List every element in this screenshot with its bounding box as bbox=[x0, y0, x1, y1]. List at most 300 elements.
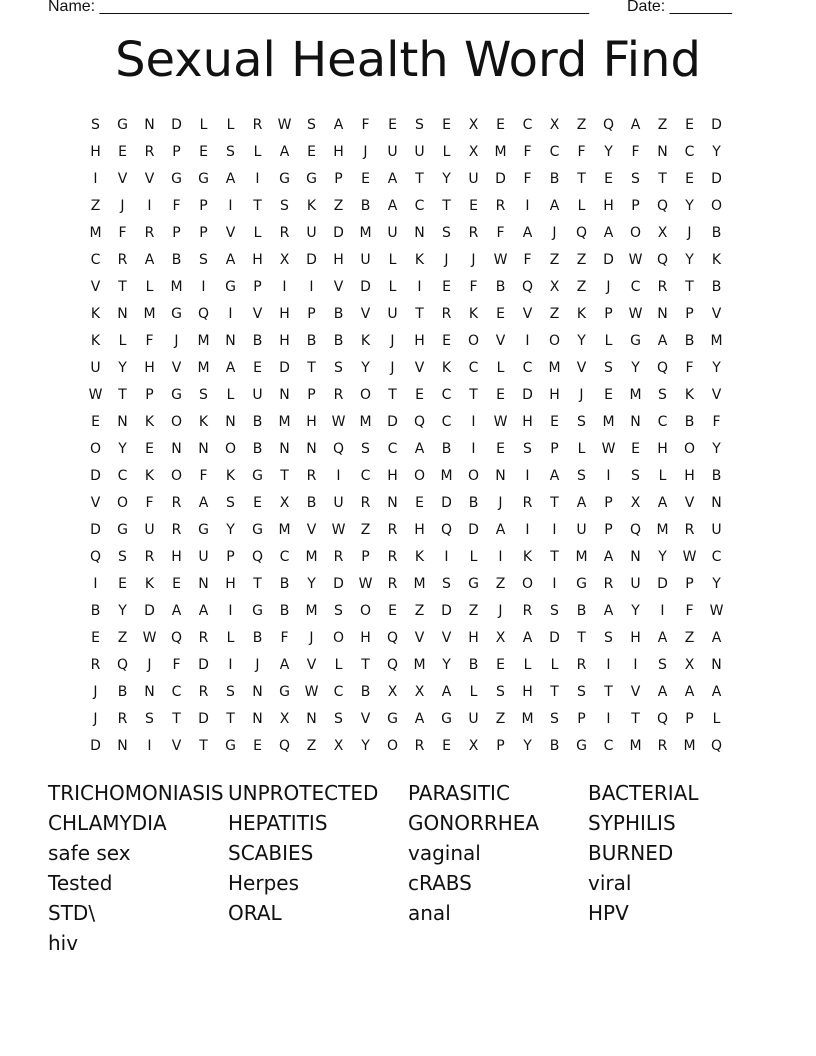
grid-row bbox=[82, 436, 730, 463]
grid-letter: Y bbox=[658, 549, 667, 565]
grid-letter: B bbox=[117, 684, 128, 700]
grid-letter: J bbox=[687, 225, 692, 241]
grid-letter: Y bbox=[631, 360, 640, 376]
grid-letter: T bbox=[442, 198, 451, 214]
grid-letter: Z bbox=[333, 198, 344, 214]
grid-letter: A bbox=[657, 333, 668, 349]
grid-row bbox=[82, 544, 730, 571]
grid-letter: C bbox=[549, 144, 560, 160]
grid-letter: P bbox=[199, 225, 208, 241]
grid-letter: P bbox=[550, 441, 559, 457]
grid-letter: D bbox=[333, 576, 344, 592]
grid-letter: H bbox=[333, 252, 344, 268]
grid-letter: X bbox=[414, 684, 425, 700]
grid-letter: F bbox=[172, 657, 181, 673]
grid-letter: G bbox=[225, 279, 236, 295]
grid-letter: F bbox=[577, 144, 586, 160]
grid-letter: R bbox=[414, 738, 425, 754]
grid-letter: E bbox=[91, 414, 100, 430]
grid-letter: A bbox=[144, 252, 155, 268]
grid-letter: I bbox=[444, 549, 449, 565]
grid-letter: I bbox=[201, 279, 206, 295]
grid-letter: O bbox=[386, 738, 399, 754]
grid-letter: P bbox=[604, 522, 613, 538]
grid-letter: M bbox=[197, 360, 210, 376]
grid-letter: F bbox=[280, 630, 289, 646]
grid-row bbox=[82, 463, 730, 490]
grid-row bbox=[82, 139, 730, 166]
grid-letter: D bbox=[144, 603, 155, 619]
grid-letter: P bbox=[361, 549, 370, 565]
grid-letter: P bbox=[685, 306, 694, 322]
grid-letter: Q bbox=[656, 198, 669, 214]
grid-letter: R bbox=[90, 657, 101, 673]
grid-letter: V bbox=[576, 360, 587, 376]
grid-letter: V bbox=[360, 306, 371, 322]
grid-letter: G bbox=[171, 171, 182, 187]
grid-letter: H bbox=[684, 468, 695, 484]
grid-letter: G bbox=[279, 684, 290, 700]
grid-letter: A bbox=[225, 252, 236, 268]
grid-letter: E bbox=[388, 603, 397, 619]
grid-letter: W bbox=[682, 549, 697, 565]
grid-letter: U bbox=[387, 225, 398, 241]
grid-letter: W bbox=[277, 117, 292, 133]
word-list-item: HPV bbox=[588, 901, 629, 925]
grid-letter: H bbox=[306, 414, 317, 430]
grid-letter: T bbox=[577, 630, 586, 646]
grid-letter: M bbox=[683, 738, 696, 754]
grid-letter: L bbox=[226, 630, 235, 646]
grid-letter: I bbox=[147, 198, 152, 214]
grid-letter: I bbox=[228, 657, 233, 673]
grid-letter: J bbox=[390, 360, 395, 376]
grid-letter: Z bbox=[360, 522, 371, 538]
grid-letter: G bbox=[252, 603, 263, 619]
grid-letter: L bbox=[658, 468, 667, 484]
grid-letter: D bbox=[711, 171, 722, 187]
grid-letter: U bbox=[360, 252, 371, 268]
grid-letter: A bbox=[657, 630, 668, 646]
grid-letter: A bbox=[603, 549, 614, 565]
grid-letter: B bbox=[711, 225, 722, 241]
grid-letter: Z bbox=[657, 117, 668, 133]
grid-letter: Q bbox=[197, 306, 210, 322]
grid-letter: X bbox=[495, 630, 506, 646]
grid-letter: I bbox=[228, 603, 233, 619]
grid-letter: O bbox=[413, 468, 426, 484]
grid-letter: P bbox=[685, 576, 694, 592]
grid-letter: T bbox=[253, 576, 262, 592]
grid-letter: X bbox=[279, 711, 290, 727]
grid-letter: S bbox=[604, 360, 613, 376]
grid-letter: G bbox=[252, 468, 263, 484]
grid-letter: K bbox=[90, 333, 101, 349]
grid-letter: W bbox=[493, 414, 508, 430]
grid-letter: M bbox=[494, 144, 507, 160]
grid-letter: T bbox=[550, 684, 559, 700]
grid-letter: S bbox=[226, 684, 235, 700]
grid-letter: J bbox=[147, 657, 152, 673]
grid-row bbox=[82, 247, 730, 274]
grid-letter: B bbox=[252, 333, 263, 349]
grid-letter: W bbox=[493, 252, 508, 268]
grid-letter: N bbox=[306, 441, 317, 457]
grid-row bbox=[82, 625, 730, 652]
grid-letter: H bbox=[144, 360, 155, 376]
grid-letter: Q bbox=[386, 657, 399, 673]
grid-letter: Q bbox=[170, 630, 183, 646]
grid-letter: V bbox=[711, 387, 722, 403]
grid-letter: Z bbox=[549, 306, 560, 322]
grid-letter: S bbox=[550, 711, 559, 727]
grid-letter: V bbox=[522, 306, 533, 322]
grid-letter: L bbox=[712, 711, 721, 727]
grid-letter: R bbox=[117, 252, 128, 268]
grid-letter: H bbox=[333, 144, 344, 160]
grid-letter: L bbox=[145, 279, 154, 295]
grid-letter: Y bbox=[361, 738, 370, 754]
grid-letter: P bbox=[631, 198, 640, 214]
grid-letter: M bbox=[440, 468, 453, 484]
grid-letter: O bbox=[359, 603, 372, 619]
grid-letter: B bbox=[279, 576, 290, 592]
grid-letter: N bbox=[117, 414, 128, 430]
grid-letter: R bbox=[576, 657, 587, 673]
grid-letter: C bbox=[279, 549, 290, 565]
grid-letter: G bbox=[387, 711, 398, 727]
grid-letter: D bbox=[360, 279, 371, 295]
word-list-item: cRABS bbox=[408, 871, 472, 895]
grid-row bbox=[82, 274, 730, 301]
grid-letter: F bbox=[712, 414, 721, 430]
grid-letter: C bbox=[468, 360, 479, 376]
grid-letter: R bbox=[333, 549, 344, 565]
grid-letter: E bbox=[253, 360, 262, 376]
grid-letter: E bbox=[118, 576, 127, 592]
grid-letter: Z bbox=[684, 630, 695, 646]
grid-letter: W bbox=[331, 522, 346, 538]
grid-letter: G bbox=[171, 387, 182, 403]
grid-letter: I bbox=[471, 414, 476, 430]
grid-letter: H bbox=[279, 306, 290, 322]
grid-letter: R bbox=[684, 522, 695, 538]
grid-letter: D bbox=[603, 252, 614, 268]
grid-row bbox=[82, 166, 730, 193]
grid-letter: P bbox=[226, 549, 235, 565]
grid-letter: Y bbox=[631, 603, 640, 619]
grid-letter: E bbox=[118, 144, 127, 160]
grid-letter: N bbox=[225, 333, 236, 349]
grid-letter: N bbox=[171, 441, 182, 457]
grid-letter: E bbox=[307, 144, 316, 160]
grid-letter: J bbox=[93, 684, 98, 700]
grid-letter: X bbox=[468, 117, 479, 133]
grid-letter: I bbox=[309, 279, 314, 295]
grid-letter: S bbox=[199, 387, 208, 403]
grid-letter: R bbox=[387, 522, 398, 538]
grid-letter: A bbox=[198, 495, 209, 511]
grid-letter: B bbox=[252, 414, 263, 430]
grid-letter: B bbox=[306, 333, 317, 349]
grid-letter: G bbox=[576, 576, 587, 592]
grid-letter: G bbox=[117, 522, 128, 538]
grid-letter: T bbox=[550, 549, 559, 565]
grid-letter: K bbox=[360, 333, 371, 349]
grid-letter: B bbox=[495, 279, 506, 295]
grid-letter: I bbox=[552, 576, 557, 592]
grid-letter: G bbox=[630, 333, 641, 349]
grid-letter: J bbox=[552, 225, 557, 241]
grid-letter: E bbox=[496, 441, 505, 457]
grid-letter: Y bbox=[712, 441, 721, 457]
grid-letter: E bbox=[631, 441, 640, 457]
grid-letter: R bbox=[333, 387, 344, 403]
grid-letter: B bbox=[468, 657, 479, 673]
grid-letter: X bbox=[657, 225, 668, 241]
grid-letter: D bbox=[495, 171, 506, 187]
grid-letter: U bbox=[630, 576, 641, 592]
grid-letter: L bbox=[253, 144, 262, 160]
grid-letter: B bbox=[306, 495, 317, 511]
grid-letter: Q bbox=[710, 738, 723, 754]
grid-letter: T bbox=[307, 360, 316, 376]
grid-letter: L bbox=[442, 144, 451, 160]
grid-letter: W bbox=[88, 387, 103, 403]
grid-letter: S bbox=[145, 711, 154, 727]
grid-letter: O bbox=[521, 576, 534, 592]
grid-letter: Y bbox=[118, 441, 127, 457]
grid-letter: U bbox=[387, 144, 398, 160]
grid-letter: U bbox=[252, 387, 263, 403]
grid-letter: V bbox=[684, 495, 695, 511]
grid-letter: J bbox=[255, 657, 260, 673]
grid-letter: P bbox=[604, 495, 613, 511]
grid-letter: H bbox=[90, 144, 101, 160]
grid-letter: H bbox=[522, 684, 533, 700]
grid-letter: U bbox=[468, 171, 479, 187]
word-list-item: BURNED bbox=[588, 841, 674, 865]
grid-letter: Y bbox=[523, 738, 532, 754]
grid-letter: C bbox=[441, 414, 452, 430]
grid-letter: X bbox=[279, 495, 290, 511]
grid-letter: E bbox=[442, 117, 451, 133]
grid-letter: B bbox=[684, 333, 695, 349]
grid-letter: C bbox=[657, 414, 668, 430]
grid-letter: F bbox=[523, 171, 532, 187]
grid-letter: E bbox=[496, 306, 505, 322]
grid-letter: N bbox=[387, 495, 398, 511]
grid-letter: Y bbox=[604, 144, 613, 160]
grid-letter: Z bbox=[90, 198, 101, 214]
grid-letter: R bbox=[144, 144, 155, 160]
grid-letter: L bbox=[226, 387, 235, 403]
grid-letter: Y bbox=[442, 171, 451, 187]
grid-letter: U bbox=[711, 522, 722, 538]
grid-letter: B bbox=[684, 414, 695, 430]
grid-letter: I bbox=[93, 576, 98, 592]
grid-letter: A bbox=[522, 225, 533, 241]
word-list-item: hiv bbox=[48, 931, 79, 955]
grid-letter: V bbox=[171, 738, 182, 754]
grid-row bbox=[82, 355, 730, 382]
grid-row bbox=[82, 220, 730, 247]
grid-letter: P bbox=[172, 225, 181, 241]
grid-letter: O bbox=[332, 630, 345, 646]
grid-letter: T bbox=[550, 495, 559, 511]
word-list-item: Herpes bbox=[228, 871, 299, 895]
grid-letter: E bbox=[604, 171, 613, 187]
grid-letter: A bbox=[576, 495, 587, 511]
grid-letter: I bbox=[228, 198, 233, 214]
grid-row bbox=[82, 301, 730, 328]
grid-letter: L bbox=[496, 360, 505, 376]
grid-letter: Q bbox=[116, 657, 129, 673]
grid-row bbox=[82, 652, 730, 679]
grid-letter: E bbox=[685, 117, 694, 133]
grid-letter: R bbox=[495, 198, 506, 214]
grid-letter: E bbox=[199, 144, 208, 160]
grid-letter: M bbox=[278, 522, 291, 538]
grid-letter: V bbox=[306, 657, 317, 673]
grid-letter: T bbox=[388, 387, 397, 403]
grid-letter: T bbox=[577, 171, 586, 187]
grid-letter: V bbox=[495, 333, 506, 349]
grid-letter: S bbox=[658, 657, 667, 673]
grid-letter: F bbox=[145, 333, 154, 349]
grid-letter: B bbox=[549, 171, 560, 187]
grid-letter: L bbox=[334, 657, 343, 673]
grid-letter: H bbox=[630, 630, 641, 646]
grid-row bbox=[82, 706, 730, 733]
grid-row bbox=[82, 517, 730, 544]
grid-letter: E bbox=[550, 414, 559, 430]
grid-letter: I bbox=[417, 279, 422, 295]
grid-letter: Y bbox=[712, 576, 721, 592]
grid-letter: F bbox=[361, 117, 370, 133]
grid-letter: K bbox=[711, 252, 722, 268]
grid-letter: R bbox=[657, 738, 668, 754]
grid-letter: N bbox=[279, 441, 290, 457]
grid-letter: O bbox=[548, 333, 561, 349]
grid-letter: A bbox=[225, 171, 236, 187]
grid-letter: I bbox=[525, 198, 530, 214]
name-field-label: Name: _______________________________________________________ bbox=[48, 0, 589, 15]
grid-letter: A bbox=[414, 711, 425, 727]
grid-letter: N bbox=[225, 414, 236, 430]
grid-letter: V bbox=[630, 684, 641, 700]
grid-letter: A bbox=[657, 684, 668, 700]
grid-letter: S bbox=[631, 468, 640, 484]
grid-letter: N bbox=[144, 684, 155, 700]
grid-letter: T bbox=[361, 657, 370, 673]
grid-letter: M bbox=[602, 414, 615, 430]
grid-letter: E bbox=[361, 171, 370, 187]
grid-letter: E bbox=[469, 198, 478, 214]
grid-letter: C bbox=[630, 279, 641, 295]
grid-letter: G bbox=[198, 171, 209, 187]
grid-letter: M bbox=[629, 738, 642, 754]
grid-letter: M bbox=[89, 225, 102, 241]
grid-letter: D bbox=[198, 711, 209, 727]
grid-letter: P bbox=[307, 306, 316, 322]
grid-letter: G bbox=[279, 171, 290, 187]
grid-letter: C bbox=[684, 144, 695, 160]
grid-letter: R bbox=[252, 117, 263, 133]
grid-letter: O bbox=[170, 468, 183, 484]
grid-letter: M bbox=[413, 657, 426, 673]
grid-letter: T bbox=[118, 279, 127, 295]
grid-letter: W bbox=[142, 630, 157, 646]
grid-letter: B bbox=[711, 468, 722, 484]
grid-letter: Z bbox=[468, 603, 479, 619]
grid-row bbox=[82, 490, 730, 517]
grid-letter: M bbox=[548, 360, 561, 376]
grid-letter: T bbox=[226, 711, 235, 727]
grid-letter: X bbox=[549, 117, 560, 133]
grid-letter: V bbox=[360, 711, 371, 727]
grid-letter: G bbox=[171, 306, 182, 322]
grid-letter: Y bbox=[685, 252, 694, 268]
grid-letter: R bbox=[171, 522, 182, 538]
grid-letter: D bbox=[90, 522, 101, 538]
grid-letter: V bbox=[171, 360, 182, 376]
grid-letter: S bbox=[307, 117, 316, 133]
grid-letter: N bbox=[252, 711, 263, 727]
grid-letter: J bbox=[120, 198, 125, 214]
grid-letter: B bbox=[549, 738, 560, 754]
grid-letter: K bbox=[576, 306, 587, 322]
grid-letter: Q bbox=[656, 711, 669, 727]
grid-letter: X bbox=[333, 738, 344, 754]
grid-letter: E bbox=[496, 117, 505, 133]
grid-letter: F bbox=[496, 225, 505, 241]
grid-letter: M bbox=[629, 387, 642, 403]
grid-letter: L bbox=[469, 684, 478, 700]
grid-row bbox=[82, 382, 730, 409]
grid-letter: A bbox=[387, 198, 398, 214]
grid-letter: K bbox=[684, 387, 695, 403]
grid-letter: E bbox=[685, 171, 694, 187]
grid-letter: I bbox=[336, 468, 341, 484]
grid-letter: J bbox=[606, 279, 611, 295]
grid-letter: E bbox=[442, 738, 451, 754]
grid-letter: W bbox=[628, 252, 643, 268]
grid-letter: N bbox=[711, 657, 722, 673]
grid-letter: N bbox=[711, 495, 722, 511]
grid-letter: K bbox=[144, 414, 155, 430]
grid-letter: C bbox=[387, 441, 398, 457]
grid-letter: E bbox=[496, 657, 505, 673]
grid-letter: T bbox=[415, 171, 424, 187]
grid-letter: I bbox=[525, 468, 530, 484]
grid-letter: N bbox=[252, 684, 263, 700]
grid-letter: H bbox=[549, 387, 560, 403]
grid-letter: A bbox=[684, 684, 695, 700]
grid-letter: E bbox=[145, 441, 154, 457]
grid-letter: Z bbox=[414, 603, 425, 619]
grid-letter: O bbox=[359, 387, 372, 403]
grid-letter: D bbox=[441, 495, 452, 511]
grid-letter: I bbox=[606, 657, 611, 673]
grid-letter: M bbox=[170, 279, 183, 295]
grid-letter: V bbox=[117, 171, 128, 187]
grid-letter: X bbox=[630, 495, 641, 511]
grid-letter: E bbox=[253, 495, 262, 511]
grid-letter: B bbox=[360, 684, 371, 700]
grid-letter: G bbox=[252, 522, 263, 538]
grid-letter: E bbox=[496, 387, 505, 403]
